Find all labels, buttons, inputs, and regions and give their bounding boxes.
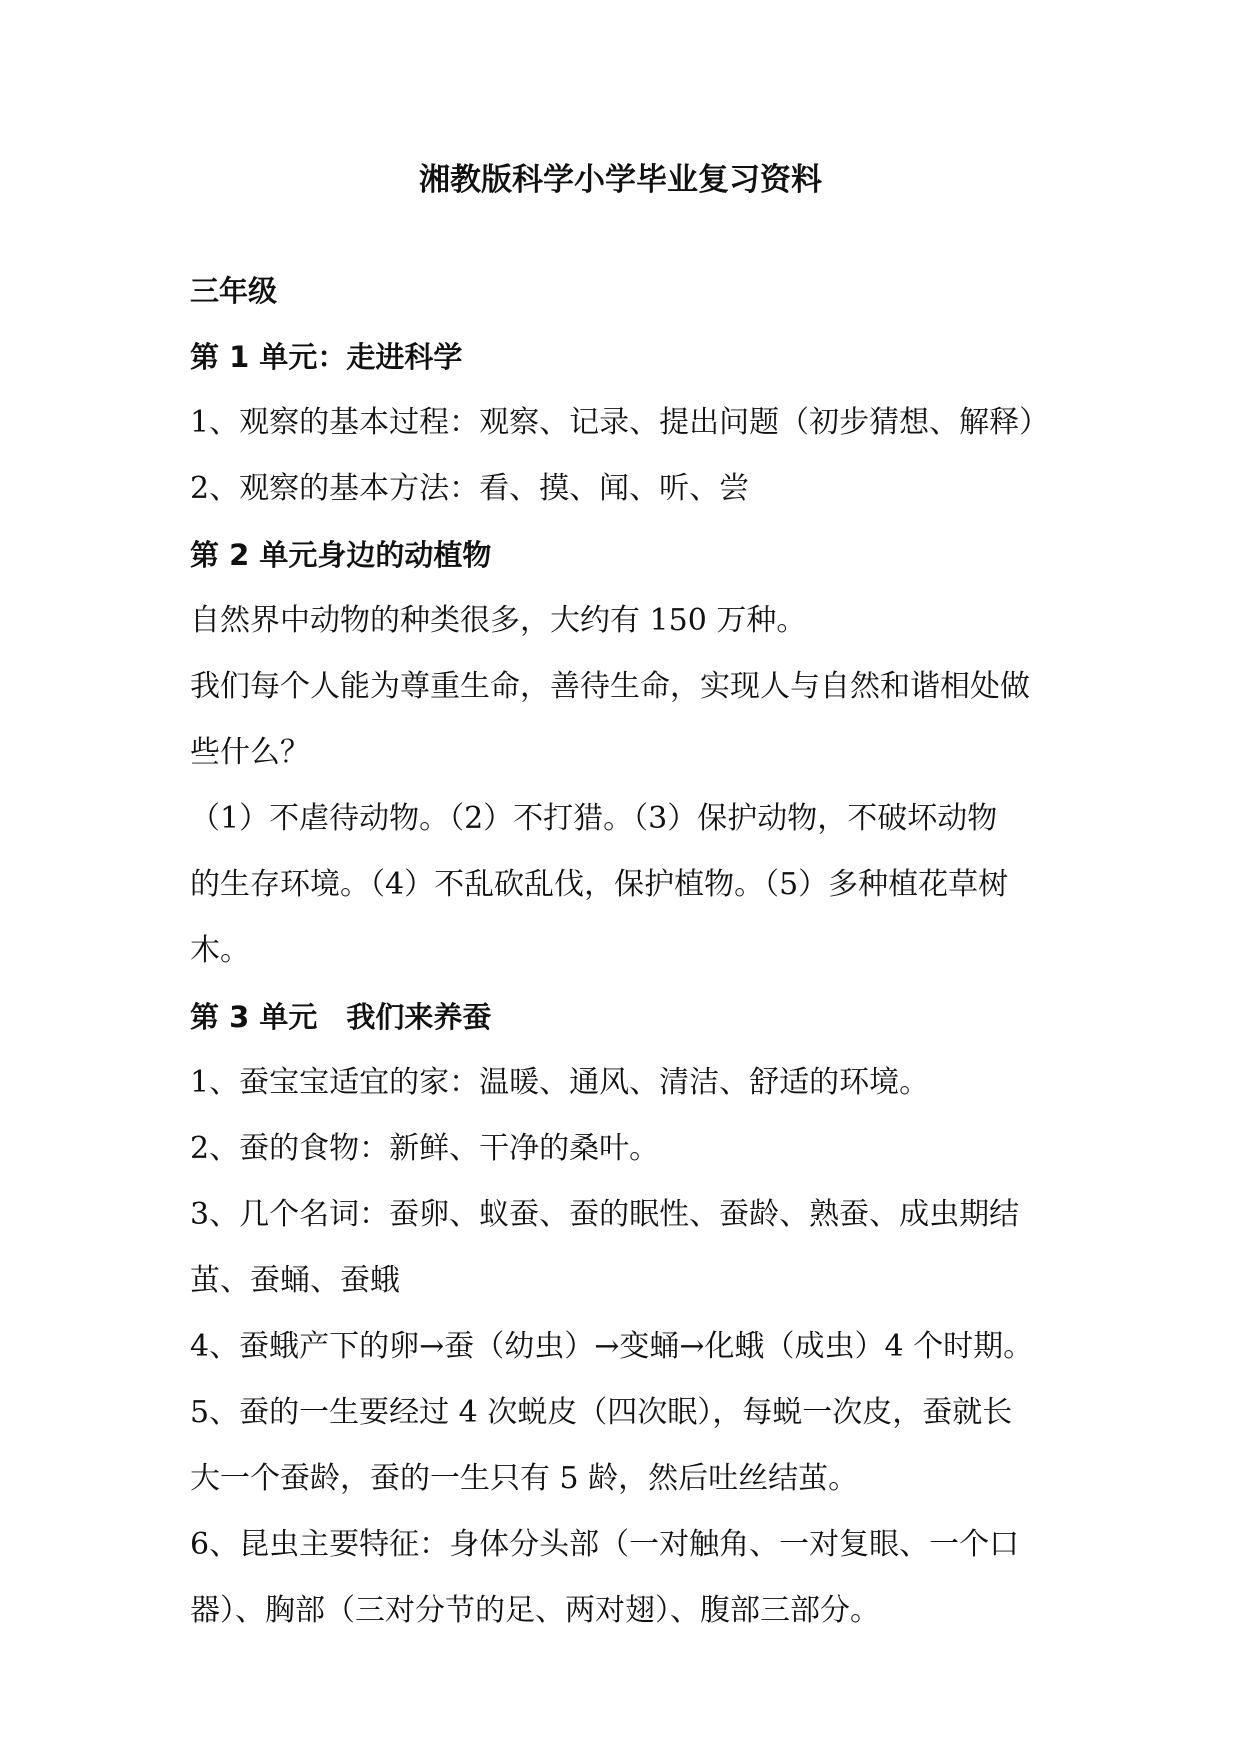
- unit1-heading: 第 1 单元：走进科学: [190, 340, 463, 374]
- unit2-paragraph3-line3: 木。: [190, 933, 250, 968]
- unit2-paragraph1: 自然界中动物的种类很多，大约有 150 万种。: [190, 603, 807, 638]
- unit3-item2: 2、蚕的食物：新鲜、干净的桑叶。: [190, 1131, 660, 1166]
- unit2-paragraph2-line1: 我们每个人能为尊重生命，善待生命，实现人与自然和谐相处做: [190, 669, 1030, 704]
- unit3-item5-line2: 大一个蚕龄，蚕的一生只有 5 龄，然后吐丝结茧。: [190, 1461, 859, 1496]
- unit1-item1: 1、观察的基本过程：观察、记录、提出问题（初步猜想、解释）: [190, 405, 1050, 440]
- unit3-heading: 第 3 单元 我们来养蚕: [190, 1000, 492, 1034]
- document-body: [190, 258, 1070, 1644]
- unit3-item1: 1、蚕宝宝适宜的家：温暖、通风、清洁、舒适的环境。: [190, 1065, 930, 1100]
- unit2-heading: 第 2 单元身边的动植物: [190, 538, 492, 572]
- unit1-item2: 2、观察的基本方法：看、摸、闻、听、尝: [190, 471, 750, 506]
- unit2-paragraph3-line2: 的生存环境。（4）不乱砍乱伐，保护植物。（5）多种植花草树: [190, 867, 1009, 902]
- unit3-item3-line2: 茧、蚕蛹、蚕蛾: [190, 1263, 400, 1298]
- unit3-item6-line1: 6、昆虫主要特征：身体分头部（一对触角、一对复眼、一个口: [190, 1527, 1020, 1562]
- unit2-paragraph2-line2: 些什么？: [190, 735, 310, 770]
- document-title: 湘教版科学小学毕业复习资料: [419, 162, 822, 198]
- unit3-item6-line2: 器）、胸部（三对分节的足、两对翅）、腹部三部分。: [190, 1593, 880, 1628]
- unit2-paragraph3-line1: （1）不虐待动物。（2）不打猎。（3）保护动物，不破坏动物: [190, 801, 998, 836]
- unit3-item3-line1: 3、几个名词：蚕卵、蚁蚕、蚕的眠性、蚕龄、熟蚕、成虫期结: [190, 1197, 1020, 1232]
- unit3-item4: 4、蚕蛾产下的卵→蚕（幼虫）→变蛹→化蛾（成虫）4 个时期。: [190, 1329, 1034, 1364]
- grade-heading: 三年级: [190, 274, 278, 308]
- unit3-item5-line1: 5、蚕的一生要经过 4 次蜕皮（四次眠），每蜕一次皮，蚕就长: [190, 1395, 1013, 1430]
